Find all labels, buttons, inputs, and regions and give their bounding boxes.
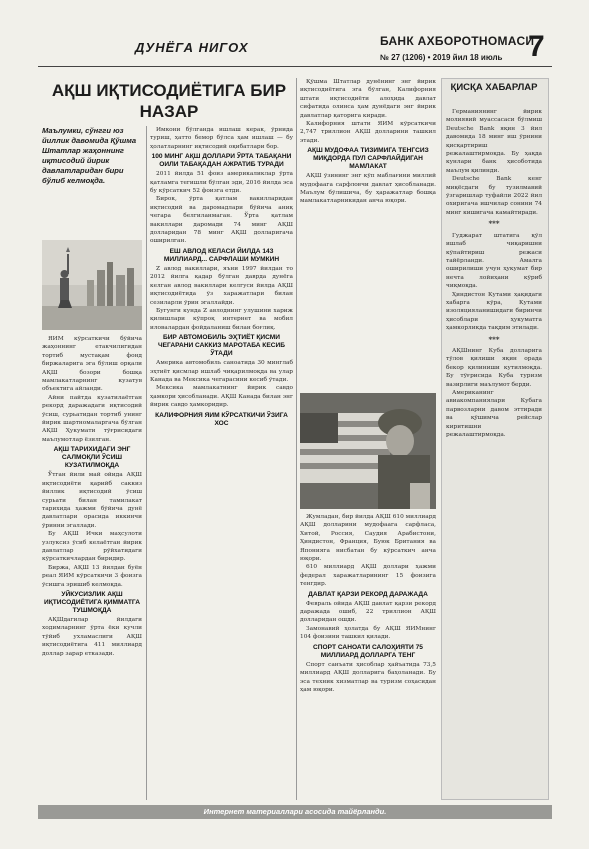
issue-line: № 27 (1206) • 2019 йил 18 июль xyxy=(380,53,503,62)
page-header xyxy=(0,0,589,70)
article-headline: АҚШ ИҚТИСОДИЁТИГА БИР НАЗАР xyxy=(51,81,287,121)
paragraph: Айни пайтда кузатилаётган рекорд даражадаги иқтисодий ўсиш, сурьатидан тортиб унинг йирик шартномаларгача бўлган АҚШ Ҳукумати тўғрисидаги маълумотлар ёзилган. xyxy=(42,394,142,443)
liberty-photo xyxy=(42,240,142,330)
subheading: СПОРТ САНОАТИ САЛОҲИЯТИ 75 МИЛЛИАРД ДОЛЛАРГА ТЕНГ xyxy=(313,643,423,659)
section-title: ДУНЁГА НИГОХ xyxy=(135,40,249,55)
paragraph: Имкони бўлганда ишлаш керак, ўрнида туриш, ҳатто бемор бўлса ҳам ишлаш — бу ҳолатларнинг иқтисодий оқибатлари бор. xyxy=(150,127,293,150)
paragraph: Замонавий ҳолатда бу АҚШ ЯИМнинг 104 фоизини ташкил қилади. xyxy=(300,625,436,641)
paragraph: Бу АҚШ Ички маҳсулоти узлуксиз ўсиб келаётган йирик давлатлар рўйхатидаги кўрсаткичлардан биридир. xyxy=(42,531,142,563)
brief-item: Deutsche Bank кенг миқёсдаги бу тузилмавий ўзгаришлар туфайли 2022 йил охиригача ишчилар сонини 74 минг кишигача камайтиради. xyxy=(446,176,542,216)
brief-item: Американинг авиакомпаниялари Кубага парвозларни давом эттиради ва қўшимча рейслар киритишни режалаштирмоқда. xyxy=(446,390,542,439)
paragraph: АҚШдагилар йилдаги ходимларнинг ўрта ёки кучли тўйиб ухламаслиги АҚШ иқтисодиётига 411 миллиард доллар зарар етказади. xyxy=(42,616,142,657)
paper-name: БАНК АХБОРОТНОМАСИ xyxy=(380,34,535,48)
paragraph: АҚШ ўзининг энг кўп маблағини миллий мудофаага сарфловчи давлат ҳисобланади. Маълум бўлишича, бу ҳаражатлар бошқа мамлакатларникидан анча юқори. xyxy=(300,173,436,205)
column-2 xyxy=(150,126,293,800)
page-number: 7 xyxy=(528,30,545,63)
subheading: УЙКУСИЗЛИК АҚШ ИҚТИСОДИЁТИГА ҚИММАТГА ТУШМОҚДА xyxy=(44,590,140,614)
column-1 xyxy=(42,335,142,800)
paragraph: Америка автомобиль саноатида 30 минглаб эҳтиёт қисмлар ишлаб чиқарилмоқда ва улар Канада ва Мексика чегарасини кесиб ўтади. xyxy=(150,360,293,383)
subheading: АҚШ МУДОФАА ТИЗИМИГА ТЕНГСИЗ МИҚДОРДА ПУЛ САРФЛАЙДИГАН МАМЛАКАТ xyxy=(307,147,429,171)
column-divider xyxy=(296,78,297,800)
paragraph: Қўшма Штатлар дунёнинг энг йирик иқтисодиётига эга бўлган, Калифорния штати иқтисодиёти алоҳида давлат сифатида олинса ҳам дунёдаги энг йирик давлатлар қаторига киради. xyxy=(300,79,436,119)
paragraph: 2011 йилда 51 фоиз америкаликлар ўрта қатламга тегишли бўлган эди, 2016 йилда эса бу кўрсаткич 52 фоизга етди. xyxy=(150,171,293,195)
footer-text: Интернет материаллари асосида тайёрланди. xyxy=(203,807,387,816)
header-rule xyxy=(38,66,552,67)
separator-stars: *** xyxy=(488,219,500,229)
subheading: ЕШ АВЛОД КЕЛАСИ ЙИЛДА 143 МИЛЛИАРД... САРФЛАШИ МУМКИН xyxy=(163,247,280,263)
column-3-bottom xyxy=(300,513,436,800)
paragraph: Бугунги кунда Z авлоднинг улушини хариж қилишлари кўпроқ интернет ва мобил иловалардан фойдаланиш билан боғлиқ. xyxy=(150,307,293,331)
paragraph: Спорт санъати ҳисоблар ҳайъатида 73,5 миллиард АҚШ долларига баҳоланади. Бу эса техник хизматлар ва туризм соҳасидан ҳам юқори. xyxy=(300,661,436,693)
paragraph: Калифорния штати ЯИМ кўрсаткичи 2,747 триллион АҚШ долларини ташкил этади. xyxy=(300,121,436,144)
paragraph: ЯИМ кўрсаткичи бўйича жаҳоннинг етакчилигидан тортиб мустақам фонд биржаларига эга бўлиш орқали АҚШ бозори бошқа мамлакатларнинг кузатув объектига айланди. xyxy=(42,336,142,393)
paragraph: Z авлод вакиллари, яъни 1997 йилдан то 2012 йилга қадар бўлган даврда дунёга келган авлод вакиллари келгуси йилда АҚШ иқтисодиётида ўз харажатлари билан сезиларли ўрин эгаллайди. xyxy=(150,265,293,306)
column-3-top xyxy=(300,78,436,390)
brief-item: Германиянинг йирик молиявий муассасаси бўлмиш Deutsche Bank яқин 3 йил давомида 18 минг иш ўрнини қисқартириш режалаштирмоқда. Бу ҳақда кунлари банк ҳисоботида маълум қилинди. xyxy=(446,109,542,174)
paragraph: Февраль ойида АҚШ давлат қарзи рекорд даражада ошиб, 22 триллион АҚШ долларидан ошди. xyxy=(300,600,436,624)
paragraph: Биржа, АҚШ 13 йилдан буён реал ЯИМ кўрсаткичи 3 фоизга ўсишга эришиб келмоқда. xyxy=(42,564,142,588)
subheading: ДАВЛАТ ҚАРЗИ РЕКОРД ДАРАЖАДА xyxy=(308,590,428,598)
paragraph: Ўтган йили май ойида АҚШ иқтисодиёти қарийб саккиз йиллик иқтисодий ўсиш сурьати билан тамилакат тарихида ҳажми бўйича дунё давлатлари орасида иккинчи ўринни эгаллади. xyxy=(42,472,142,529)
brief-item: Ҳиндистон Кутами ҳақидаги хабарга кўра, Кутами изоляцияланишидаги биринчи ҳисоблари ҳукуматга ҳамкорликда тақдим этилади. xyxy=(446,291,542,332)
paragraph: Бирок, ўрта қатлам вакилларидан иқтисодий ва даромадлари бўйича аниқ чегара белгиланмаган. Ўрта қатлам вакиллари даромади 74 минг АҚШ долларидан 78 минг АҚШ долларигача оширилган. xyxy=(150,196,293,245)
separator-stars: *** xyxy=(488,334,500,344)
paragraph: Мексика мамлакатнинг йирик савдо ҳамкори ҳисобланади. АҚШ Канада билан энг йирик савдо ҳамкоридир. xyxy=(150,385,293,409)
footer-bar xyxy=(38,805,552,819)
subheading: АҚШ ТАРИХИДАГИ ЭНГ САЛМОҚЛИ ЎСИШ КУЗАТИЛМОҚДА xyxy=(53,446,131,470)
subheading: БИР АВТОМОБИЛЬ ЭҲТИЁТ ҚИСМИ ЧЕГАРАНИ САККИЗ МАРОТАБА КЕСИБ ЎТАДИ xyxy=(158,334,285,358)
brief-item: АҚШнинг Куба долларига тўлов қилиши яқин орада бекор қилиниши кутилмоқда. Бу тўғрисида Куба туризм вазирлиги маълумот берди. xyxy=(446,347,542,388)
soldier-flag-photo xyxy=(300,393,436,509)
subheading: 100 МИНГ АҚШ ДОЛЛАРИ ЎРТА ТАБАҚАНИ ОИЛИ ТАБАҚАДАН АЖРАТИБ ТУРАДИ xyxy=(151,153,292,169)
sidebar-body xyxy=(446,108,542,796)
sidebar-title: ҚИСҚА ХАБАРЛАР xyxy=(450,82,538,93)
paragraph: 610 миллиард АҚШ доллари ҳажми федерал харажатларининг 15 фоизига тенгдир. xyxy=(300,564,436,588)
paragraph: Жумладан, бир йилда АҚШ 610 миллиард АҚШ долларини мудофаага сарфласа, Хитой, Россия, Саудия Арабистони, Ҳиндистон, Франция, Буюк Британия ва Японияга нисбатан бу кўрсаткич анча юқори. xyxy=(300,514,436,563)
subheading: КАЛИФОРНИЯ ЯИМ КЎРСАТКИЧИ ЎЗИГА ХОС xyxy=(155,411,288,427)
brief-item: Гуджарат штатига қўл ишлаб чиқаришни кўпайтириш режаси тайёрланди. Амалга оширилиши учун ҳукумат бир нечта лойиҳани кўриб чиқмоқда. xyxy=(446,232,542,290)
article-lead: Маълумки, сўнгги юз йиллик давомида Қўшма Штатлар жаҳоннинг иқтисодий йирик давлатларидан бири бўлиб келмоқда. xyxy=(42,126,137,185)
column-divider xyxy=(146,126,147,800)
